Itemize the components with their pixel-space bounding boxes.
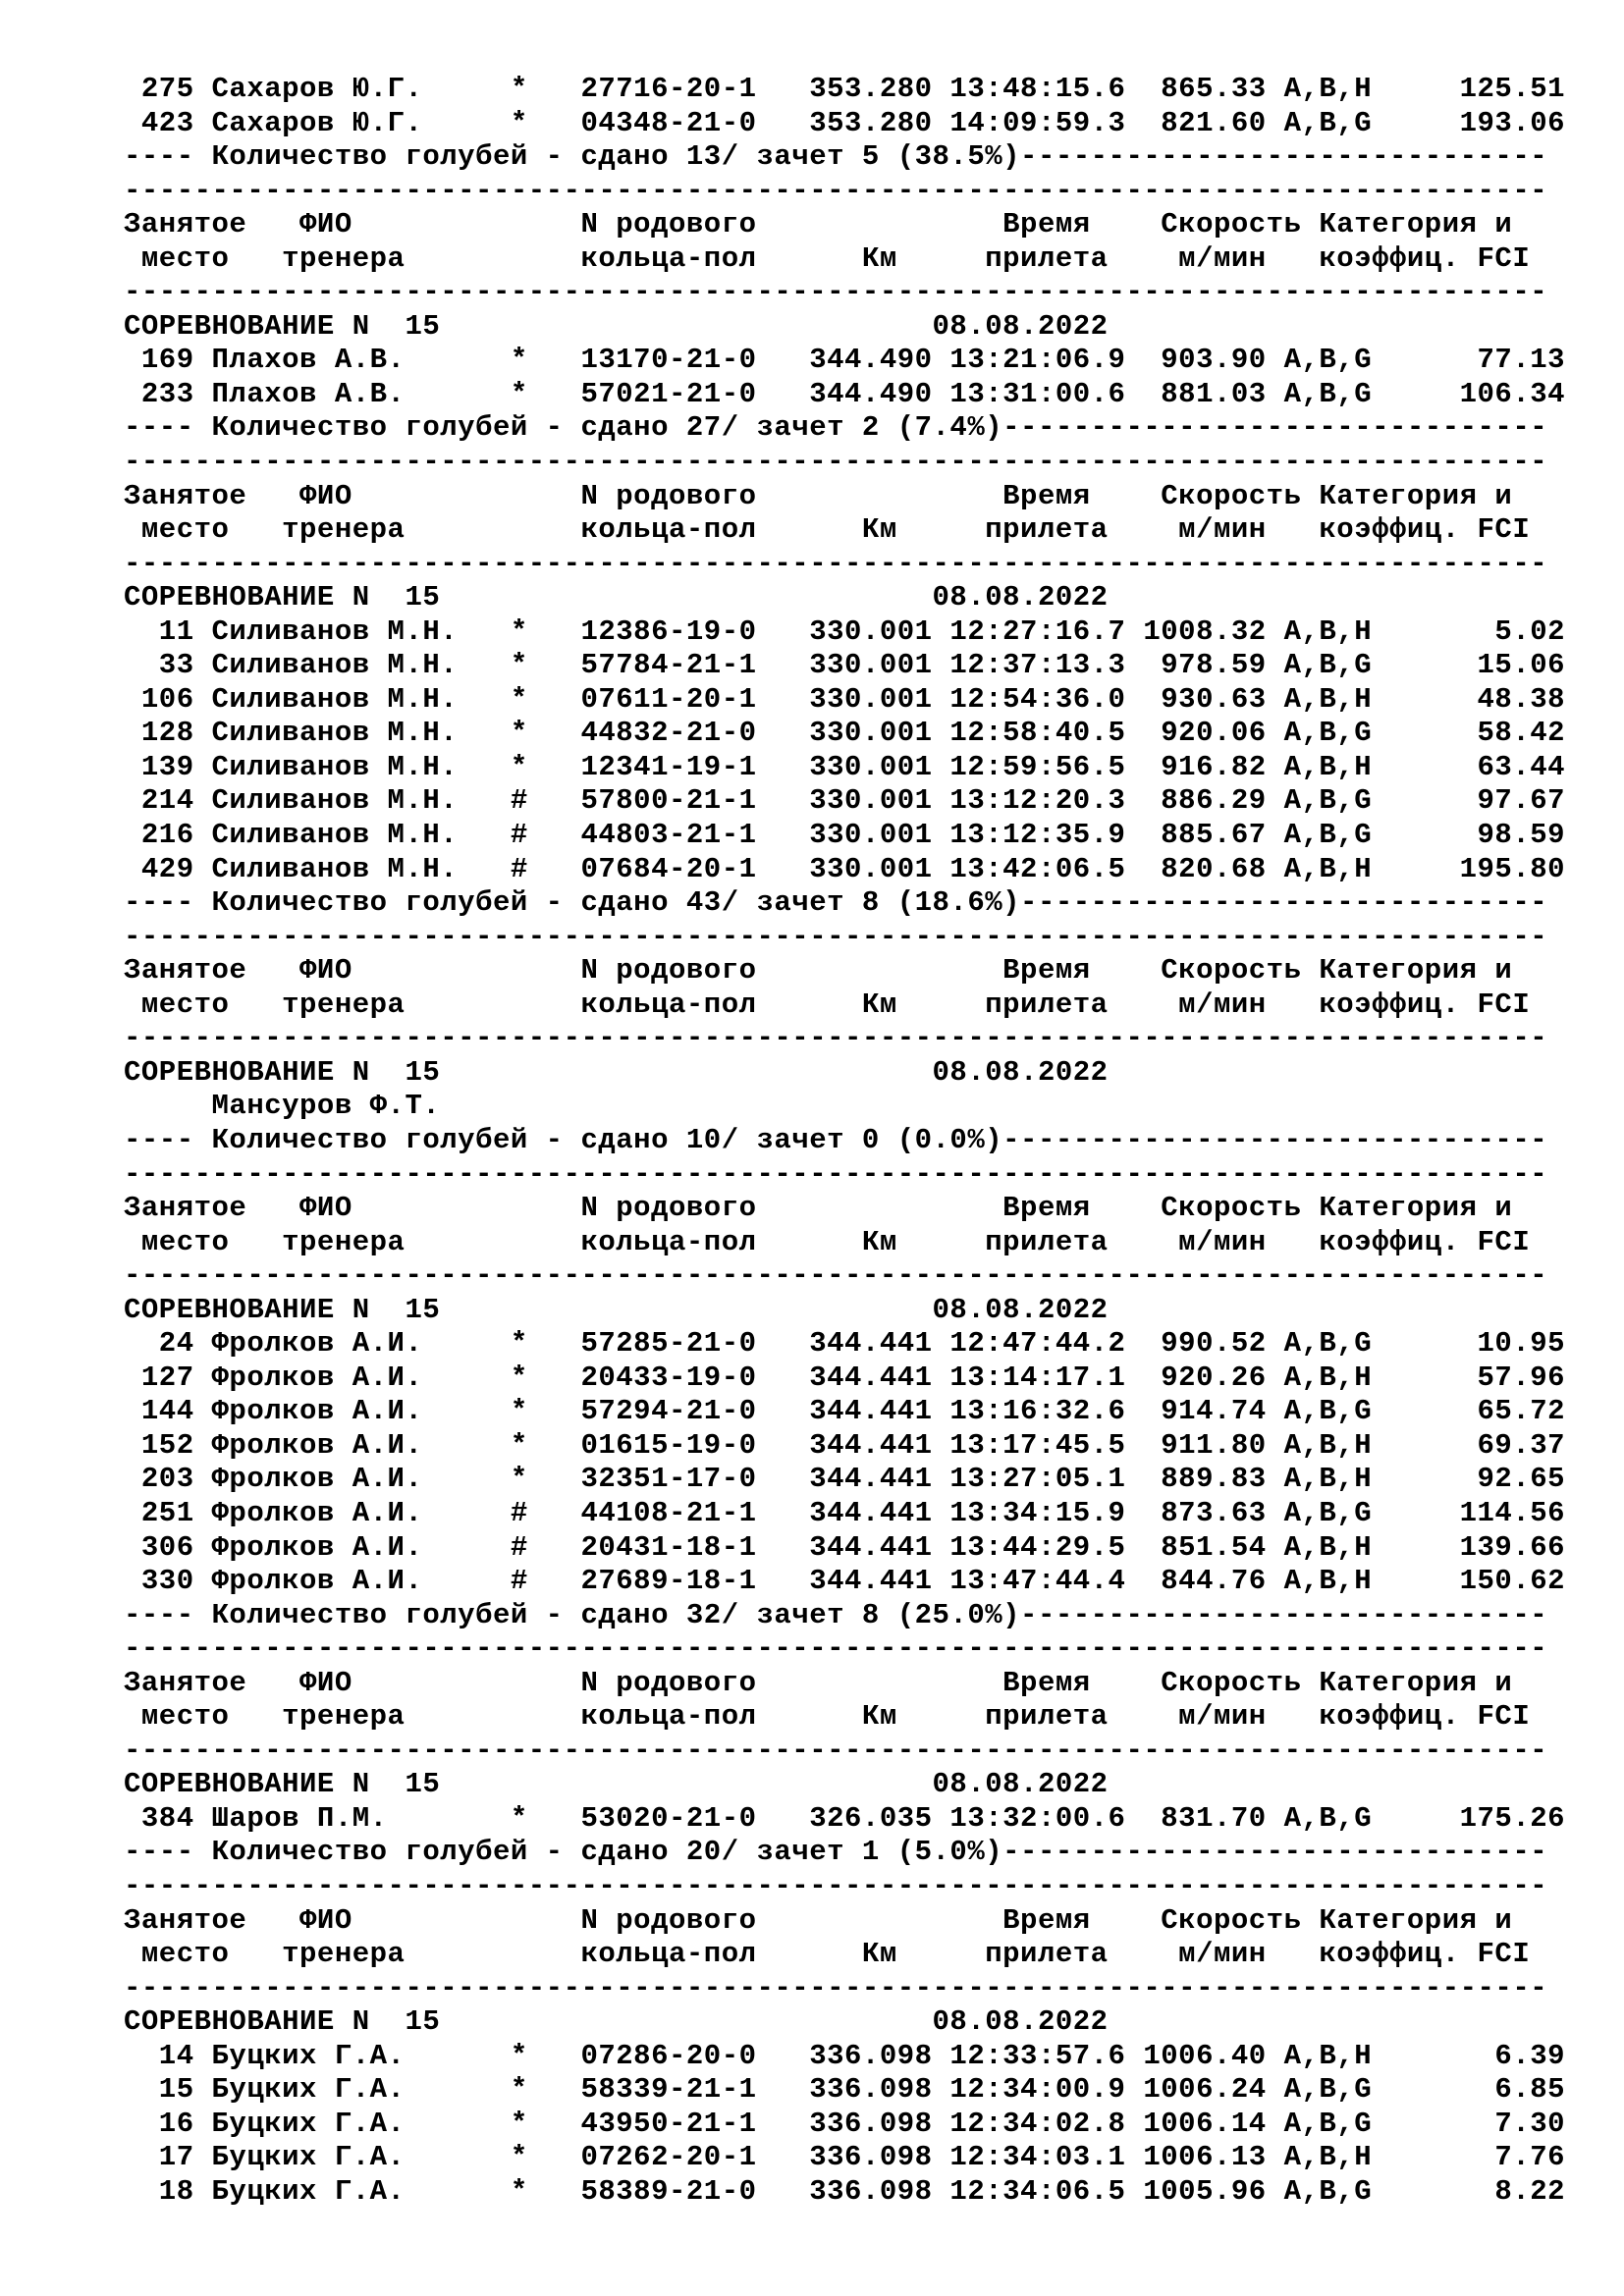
result-row: 106 Силиванов М.Н. * 07611-20-1 330.001 12:54:36.0 930.63 A,B,H 48.38 (124, 682, 1566, 716)
summary-line: ---- Количество голубей - сдано 32/ зачет 8 (25.0%)------------------------------ (124, 1598, 1548, 1631)
result-row: 429 Силиванов М.Н. # 07684-20-1 330.001 13:42:06.5 820.68 A,B,H 195.80 (124, 852, 1566, 885)
summary-line: ---- Количество голубей - сдано 27/ зачет 2 (7.4%)------------------------------- (124, 411, 1548, 445)
column-header: место тренера кольца-пол Км прилета м/мин коэффиц. FCI (124, 1225, 1531, 1258)
column-header: Занятое ФИО N родового Время Скорость Категория и (124, 208, 1513, 241)
separator-line: --------------------------------------------------------------------------------- (124, 920, 1548, 953)
result-row: 233 Плахов А.В. * 57021-21-0 344.490 13:31:00.6 881.03 A,B,G 106.34 (124, 377, 1566, 410)
column-header: Занятое ФИО N родового Время Скорость Категория и (124, 1666, 1513, 1699)
column-header: место тренера кольца-пол Км прилета м/мин коэффиц. FCI (124, 513, 1531, 547)
result-row: 251 Фролков А.И. # 44108-21-1 344.441 13:34:15.9 873.63 A,B,G 114.56 (124, 1496, 1566, 1529)
result-row: 15 Буцких Г.А. * 58339-21-1 336.098 12:34:00.9 1006.24 A,B,G 6.85 (124, 2073, 1566, 2107)
result-row: 128 Силиванов М.Н. * 44832-21-0 330.001 12:58:40.5 920.06 A,B,G 58.42 (124, 717, 1566, 750)
separator-line: --------------------------------------------------------------------------------- (124, 1022, 1548, 1055)
result-row: 16 Буцких Г.А. * 43950-21-1 336.098 12:34:02.8 1006.14 A,B,G 7.30 (124, 2107, 1566, 2140)
column-header: место тренера кольца-пол Км прилета м/мин коэффиц. FCI (124, 241, 1531, 275)
separator-line: --------------------------------------------------------------------------------- (124, 276, 1548, 309)
column-header: место тренера кольца-пол Км прилета м/мин коэффиц. FCI (124, 988, 1531, 1021)
result-row: 14 Буцких Г.А. * 07286-20-0 336.098 12:33:57.6 1006.40 A,B,H 6.39 (124, 2039, 1566, 2072)
separator-line: --------------------------------------------------------------------------------- (124, 1157, 1548, 1191)
result-row: Мансуров Ф.Т. (124, 1090, 441, 1123)
column-header: Занятое ФИО N родового Время Скорость Категория и (124, 479, 1513, 512)
result-row: 144 Фролков А.И. * 57294-21-0 344.441 13:16:32.6 914.74 A,B,G 65.72 (124, 1395, 1566, 1428)
separator-line: --------------------------------------------------------------------------------- (124, 547, 1548, 580)
column-header: Занятое ФИО N родового Время Скорость Категория и (124, 1903, 1513, 1937)
result-row: 169 Плахов А.В. * 13170-21-0 344.490 13:21:06.9 903.90 A,B,G 77.13 (124, 344, 1566, 377)
competition-heading: СОРЕВНОВАНИЕ N 15 08.08.2022 (124, 1055, 1109, 1089)
result-row: 33 Силиванов М.Н. * 57784-21-1 330.001 12:37:13.3 978.59 A,B,G 15.06 (124, 649, 1566, 682)
separator-line: --------------------------------------------------------------------------------- (124, 1734, 1548, 1767)
result-row: 214 Силиванов М.Н. # 57800-21-1 330.001 13:12:20.3 886.29 A,B,G 97.67 (124, 784, 1566, 818)
result-row: 330 Фролков А.И. # 27689-18-1 344.441 13:47:44.4 844.76 A,B,H 150.62 (124, 1565, 1566, 1598)
column-header: место тренера кольца-пол Км прилета м/мин коэффиц. FCI (124, 1700, 1531, 1734)
separator-line: --------------------------------------------------------------------------------- (124, 1632, 1548, 1666)
result-row: 139 Силиванов М.Н. * 12341-19-1 330.001 12:59:56.5 916.82 A,B,H 63.44 (124, 750, 1566, 783)
summary-line: ---- Количество голубей - сдано 20/ зачет 1 (5.0%)------------------------------- (124, 1836, 1548, 1869)
column-header: место тренера кольца-пол Км прилета м/мин коэффиц. FCI (124, 1938, 1531, 1971)
result-row: 18 Буцких Г.А. * 58389-21-0 336.098 12:34:06.5 1005.96 A,B,G 8.22 (124, 2174, 1566, 2208)
separator-line: --------------------------------------------------------------------------------- (124, 1869, 1548, 1902)
column-header: Занятое ФИО N родового Время Скорость Категория и (124, 1192, 1513, 1225)
summary-line: ---- Количество голубей - сдано 10/ зачет 0 (0.0%)------------------------------- (124, 1123, 1548, 1156)
result-row: 17 Буцких Г.А. * 07262-20-1 336.098 12:34:03.1 1006.13 A,B,H 7.76 (124, 2141, 1566, 2174)
competition-heading: СОРЕВНОВАНИЕ N 15 08.08.2022 (124, 1768, 1109, 1801)
competition-heading: СОРЕВНОВАНИЕ N 15 08.08.2022 (124, 2005, 1109, 2039)
result-row: 203 Фролков А.И. * 32351-17-0 344.441 13:27:05.1 889.83 A,B,H 92.65 (124, 1463, 1566, 1496)
competition-heading: СОРЕВНОВАНИЕ N 15 08.08.2022 (124, 581, 1109, 614)
result-row: 306 Фролков А.И. # 20431-18-1 344.441 13:44:29.5 851.54 A,B,H 139.66 (124, 1530, 1566, 1564)
summary-line: ---- Количество голубей - сдано 13/ зачет 5 (38.5%)------------------------------ (124, 140, 1548, 174)
result-row: 24 Фролков А.И. * 57285-21-0 344.441 12:47:44.2 990.52 A,B,G 10.95 (124, 1327, 1566, 1361)
competition-heading: СОРЕВНОВАНИЕ N 15 08.08.2022 (124, 1293, 1109, 1326)
separator-line: --------------------------------------------------------------------------------- (124, 446, 1548, 479)
separator-line: --------------------------------------------------------------------------------- (124, 1259, 1548, 1293)
result-row: 384 Шаров П.М. * 53020-21-0 326.035 13:32:00.6 831.70 A,B,G 175.26 (124, 1801, 1566, 1835)
competition-heading: СОРЕВНОВАНИЕ N 15 08.08.2022 (124, 309, 1109, 343)
result-row: 423 Сахаров Ю.Г. * 04348-21-0 353.280 14:09:59.3 821.60 A,B,G 193.06 (124, 106, 1566, 139)
result-row: 216 Силиванов М.Н. # 44803-21-1 330.001 13:12:35.9 885.67 A,B,G 98.59 (124, 819, 1566, 852)
results-report (124, 73, 1616, 2209)
separator-line: --------------------------------------------------------------------------------- (124, 174, 1548, 207)
separator-line: --------------------------------------------------------------------------------- (124, 1971, 1548, 2004)
result-row: 152 Фролков А.И. * 01615-19-0 344.441 13:17:45.5 911.80 A,B,H 69.37 (124, 1428, 1566, 1462)
result-row: 127 Фролков А.И. * 20433-19-0 344.441 13:14:17.1 920.26 A,B,H 57.96 (124, 1361, 1566, 1394)
column-header: Занятое ФИО N родового Время Скорость Категория и (124, 954, 1513, 988)
result-row: 11 Силиванов М.Н. * 12386-19-0 330.001 12:27:16.7 1008.32 A,B,H 5.02 (124, 614, 1566, 648)
result-row: 275 Сахаров Ю.Г. * 27716-20-1 353.280 13:48:15.6 865.33 A,B,H 125.51 (124, 73, 1566, 105)
summary-line: ---- Количество голубей - сдано 43/ зачет 8 (18.6%)------------------------------ (124, 886, 1548, 920)
